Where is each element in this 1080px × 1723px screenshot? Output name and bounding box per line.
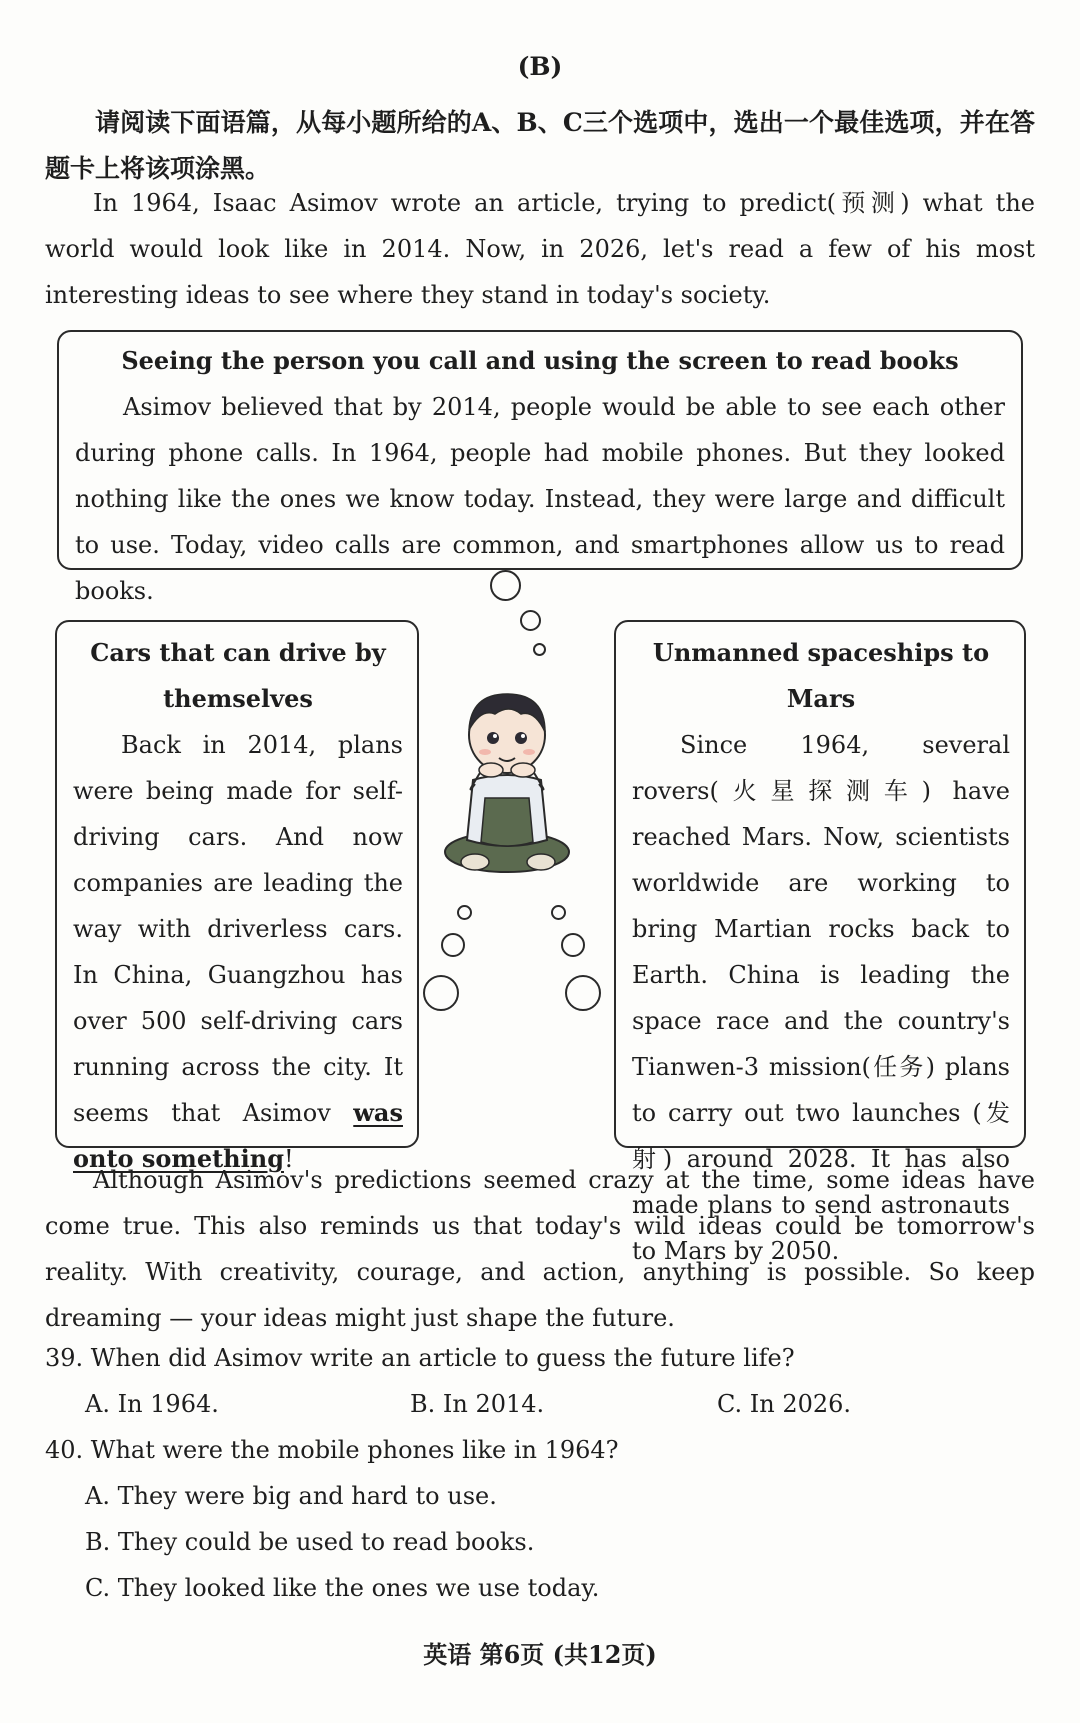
box-mars-title: Unmanned spaceships to Mars bbox=[652, 638, 990, 713]
thought-bubble-right-medium bbox=[561, 933, 585, 957]
question-40-option-a: A. They were big and hard to use. bbox=[85, 1482, 497, 1510]
thinking-boy-illustration bbox=[435, 680, 580, 880]
section-label: (B) bbox=[517, 52, 563, 81]
box-self-driving-body: Back in 2014, plans were being made for self-driving cars. And now companies are leading the way with driverless cars. In China, Guangzhou has over 500 self-driving cars running across the city. It seems that Asimov bbox=[73, 731, 403, 1127]
thought-bubble-left-small bbox=[457, 905, 472, 920]
box-self-driving-title: Cars that can drive by themselves bbox=[90, 638, 386, 713]
question-39-option-c: C. In 2026. bbox=[717, 1390, 852, 1418]
thought-bubble-right-large bbox=[565, 975, 601, 1011]
thought-bubble-right-small bbox=[551, 905, 566, 920]
thought-bubble-left-large bbox=[423, 975, 459, 1011]
box-self-driving bbox=[55, 620, 419, 1173]
question-40-option-b: B. They could be used to read books. bbox=[85, 1528, 535, 1556]
question-40-option-c: C. They looked like the ones we use today. bbox=[85, 1574, 600, 1602]
box-video-calls bbox=[57, 330, 1023, 605]
box-self-driving-end: ! bbox=[283, 1145, 294, 1173]
question-40-text: 40. What were the mobile phones like in 1964? bbox=[45, 1436, 619, 1464]
question-39-option-b: B. In 2014. bbox=[410, 1390, 545, 1418]
instruction-text: 请阅读下面语篇，从每小题所给的A、B、C三个选项中，选出一个最佳选项，并在答题卡上将该项涂黑。 bbox=[45, 108, 1035, 183]
thought-bubble-large bbox=[490, 570, 521, 601]
question-39 bbox=[45, 1335, 1035, 1427]
box-video-calls-title: Seeing the person you call and using the screen to read books bbox=[121, 346, 959, 375]
thought-bubble-small bbox=[533, 643, 546, 656]
question-40 bbox=[45, 1427, 1035, 1611]
intro-paragraph: In 1964, Isaac Asimov wrote an article, trying to predict(预测) what the world would look like in 2014. Now, in 2026, let's read a few of his most interesting ideas to see where they stand in today's society. bbox=[45, 189, 1035, 309]
conclusion-paragraph: Although Asimov's predictions seemed crazy at the time, some ideas have come true. This also reminds us that today's wild ideas could be tomorrow's reality. With creativity, courage, and action, anything is possible. So keep dreaming — your ideas might just shape the future. bbox=[45, 1166, 1035, 1332]
box-video-calls-text: Asimov believed that by 2014, people would be able to see each other during phone calls. In 1964, people had mobile phones. But they looked nothing like the ones we know today. Instead, they were large and difficult to use. Today, video calls are common, and smartphones allow us to read books. bbox=[75, 393, 1005, 605]
box-mars bbox=[614, 620, 1026, 1265]
box-self-driving-text bbox=[73, 722, 403, 1182]
box-mars-text: Since 1964, several rovers(火星探测车) have reached Mars. Now, scientists worldwide are working to bring Martian rocks back to Earth. China is leading the space race and the country's Tianwen-3 mission(任务) plans to carry out two launches (发射) around 2028. It has also made plans to send astronauts to Mars by 2050. bbox=[632, 731, 1010, 1265]
question-39-option-a: A. In 1964. bbox=[85, 1390, 219, 1418]
thought-bubble-medium bbox=[520, 610, 541, 631]
question-39-text: 39. When did Asimov write an article to guess the future life? bbox=[45, 1344, 795, 1372]
page-footer: 英语 第6页 (共12页) bbox=[423, 1640, 657, 1669]
underlined-phrase: was onto something bbox=[73, 1098, 403, 1173]
thought-bubble-left-medium bbox=[441, 933, 465, 957]
